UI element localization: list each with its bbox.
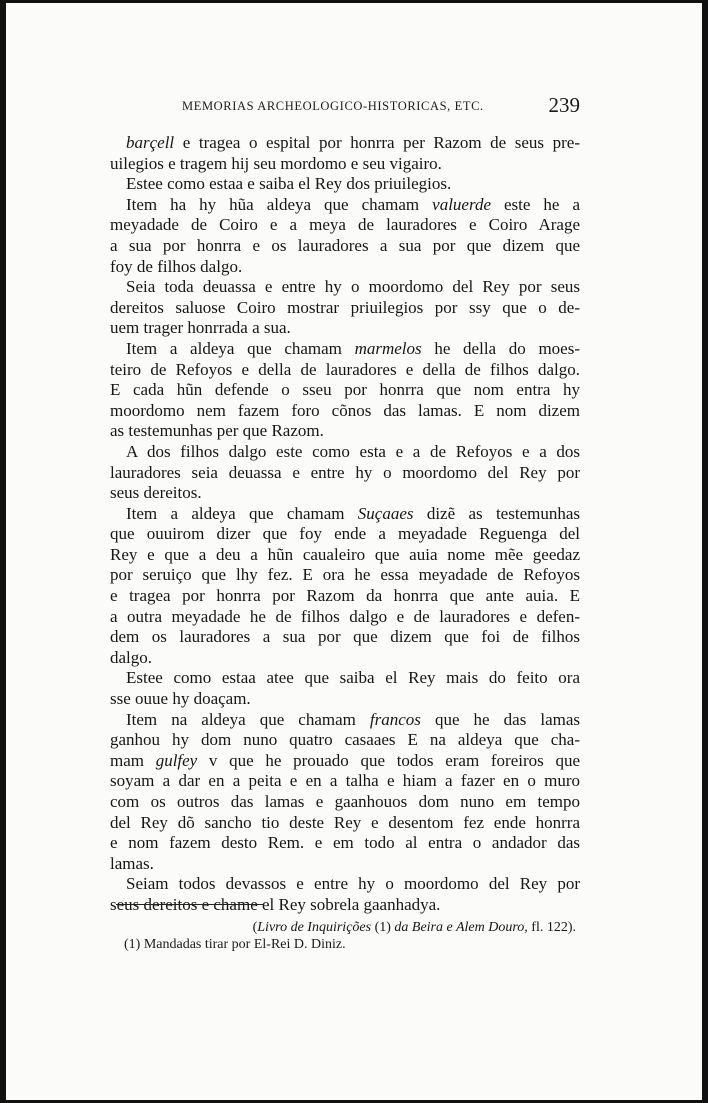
line-text: foy de filhos dalgo. [110,256,243,276]
line-text: Item a aldeya que chamam [126,503,358,523]
line-text: dereitos saluose Coiro mostrar priuilegios por ssy que o de- [110,297,580,317]
line-text: soyam a dar en a peita e en a talha e hiam a fazer en o muro [110,771,580,791]
text-line [110,339,580,360]
line-text: Seia toda deuassa e entre hy o moordomo del Rey por seus [126,277,580,297]
line-text: Item ha hy hũa aldeya que chamam [126,194,433,214]
text-line [110,298,580,319]
text-line [110,689,580,710]
italic-term: gulfey [155,750,198,770]
line-text: dizẽ as testemunhas [413,503,580,523]
line-text: lamas. [110,853,154,873]
line-text: as testemunhas per que Razom. [110,421,324,441]
italic-term: francos [369,709,421,729]
line-text: uem trager honrrada a sua. [110,318,291,338]
text-line [110,421,580,442]
line-text: seus dereitos. [110,483,202,503]
paragraph [110,710,580,875]
line-text: Estee como estaa e saiba el Rey dos priuilegios. [126,174,452,194]
citation-footnote-mark: (1) [371,919,395,935]
paragraph [110,174,580,195]
running-title: MEMORIAS ARCHEOLOGICO-HISTORICAS, ETC. [182,99,484,113]
line-text: E cada hũn defende o sseu por honrra que nom entra hy [110,380,580,400]
text-line [110,360,580,381]
line-text: por seruiço que lhy fez. E ora he essa meyadade de Refoyos [110,565,580,585]
text-line [110,730,580,751]
text-line [110,627,580,648]
text-line [110,215,580,236]
citation-title-1: Livro de Inquirições [257,919,372,935]
text-line [110,607,580,628]
text-line [110,257,580,278]
line-text: dem os lauradores a sua por que dizem que foi de filhos [110,627,580,647]
italic-term: valuerde [432,194,492,214]
body-text [110,133,580,938]
text-line [110,545,580,566]
line-text: Item na aldeya que chamam [126,709,370,729]
line-text: Estee como estaa atee que saiba el Rey mais do feito ora [126,668,580,688]
text-line [110,710,580,731]
text-line [110,236,580,257]
text-line [110,463,580,484]
text-line [110,442,580,463]
text-line [110,195,580,216]
footnote: (1) Mandadas tirar por El-Rei D. Diniz. [124,937,346,952]
line-text: uilegios e tragem hij seu mordomo e seu vigairo. [110,153,442,173]
text-line [110,133,580,154]
italic-term: Suçaaes [357,503,414,523]
line-text: a outra meyadade he de filhos dalgo e de lauradores e defen- [110,606,580,626]
line-text: mam [110,750,156,770]
line-text: teiro de Refoyos e della de lauradores e della de filhos dalgo. [110,359,580,379]
page-number: 239 [548,93,580,117]
line-text: sse ouue hy doaçam. [110,689,251,709]
text-line [110,524,580,545]
italic-term: marmelos [354,338,422,358]
line-text: v que he prouado que todos eram foreiros que [197,750,580,770]
paragraph [110,668,580,709]
line-text: este he a [491,194,580,214]
line-text: seus dereitos e chame el Rey sobrela gaanhadya. [110,894,441,914]
line-text: lauradores seia deuassa e entre hy o moordomo del Rey por [110,462,580,482]
text-line [110,277,580,298]
text-line [110,833,580,854]
paragraph [110,195,580,277]
line-text: e tragea por honrra por Razom da honrra que ante auia. E [110,586,580,606]
line-text: e tragea o espital por honrra per Razom de seus pre- [174,133,580,152]
line-text: a sua por honrra e os lauradores a sua por que dizem que [110,235,580,255]
text-line [110,380,580,401]
text-line [110,895,580,916]
text-line [110,771,580,792]
line-text: que he das lamas [420,709,581,729]
line-text: dalgo. [110,647,153,667]
line-text: e nom fazem desto Rem. e em todo al entra o andador das [110,833,580,853]
text-line [110,174,580,195]
paragraph [110,133,580,174]
line-text: del Rey dõ sancho tio deste Rey e desentom fez ende honrra [110,812,580,832]
citation-title-2: da Beira e Alem Douro, [394,919,528,935]
text-line [110,318,580,339]
paragraph [110,339,580,442]
line-text: Rey e que a deu a hũn caualeiro que auia nome mẽe geedaz [110,544,580,564]
text-line [110,154,580,175]
text-line [110,586,580,607]
citation-open: ( [252,919,258,935]
text-line [110,483,580,504]
text-line [110,813,580,834]
paragraph [110,504,580,669]
line-text: com os outros das lamas e gaanhouos dom nuno em tempo [110,792,580,811]
text-line [110,854,580,875]
text-line [110,565,580,586]
italic-term: barçell [126,133,175,152]
text-line [110,751,580,772]
line-text: Item a aldeya que chamam [126,338,355,358]
source-citation [110,918,580,939]
line-text: moordomo nem fazem foro cõnos das lamas. E nom dizem [110,400,580,420]
text-line [110,648,580,669]
citation-folio: fl. 122). [527,919,576,935]
paragraph [110,874,580,915]
line-text: que ouuirom dizer que foy ende a meyadade Reguenga del [110,524,580,544]
line-text: he della do moes- [421,338,580,358]
line-text: Seiam todos devassos e entre hy o moordomo del Rey por [126,874,580,894]
text-line [110,874,580,895]
paragraph [110,277,580,339]
text-line [110,504,580,525]
line-text: A dos filhos dalgo este como esta e a de Refoyos e a dos [126,441,580,461]
text-line [110,668,580,689]
text-line [110,792,580,813]
footnote-rule [116,904,264,905]
line-text: ganhou hy dom nuno quatro casaaes E na aldeya que cha- [110,730,580,750]
line-text: meyadade de Coiro e a meya de lauradores e Coiro Arage [110,215,580,235]
text-line [110,401,580,422]
paragraph [110,442,580,504]
